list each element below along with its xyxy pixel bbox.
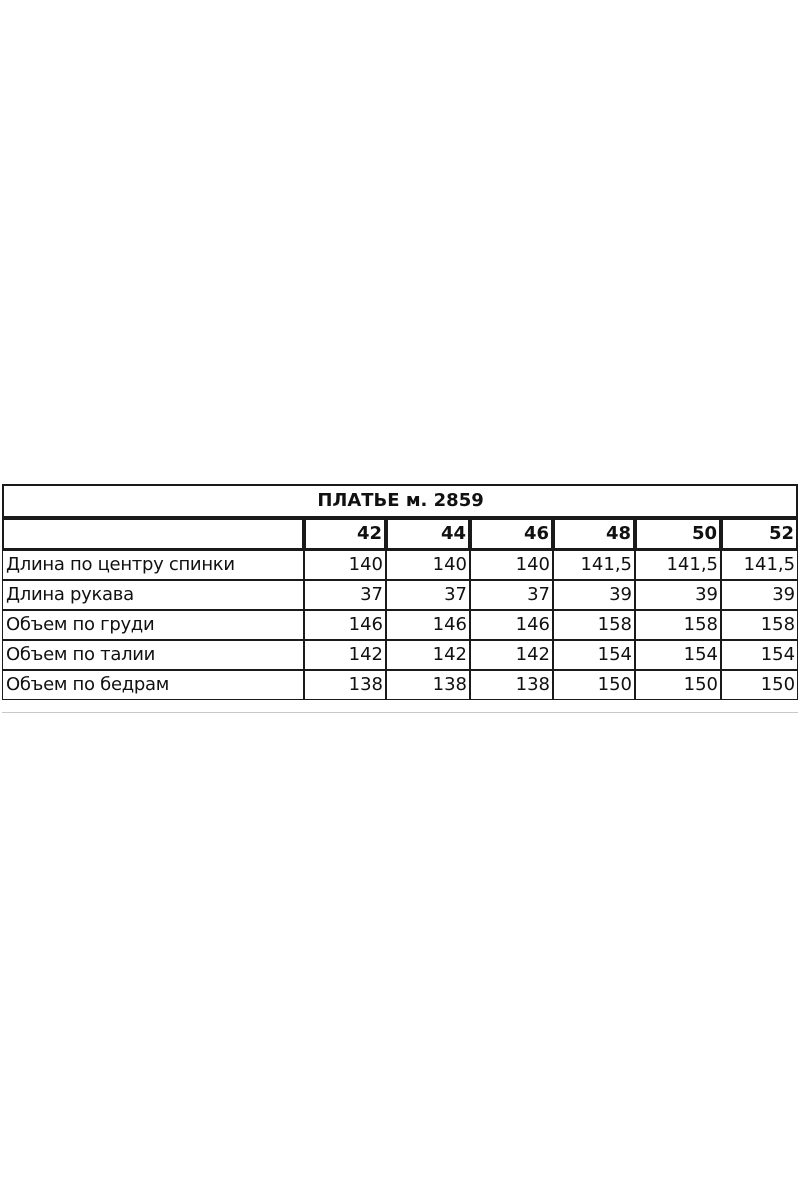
table-cell: 154 — [721, 640, 798, 670]
table-cell: 140 — [304, 550, 386, 580]
table-cell: 39 — [721, 580, 798, 610]
table-cell: 140 — [386, 550, 470, 580]
size-header-cell: 44 — [386, 518, 470, 550]
row-label: Длина по центру спинки — [2, 550, 304, 580]
title-row — [2, 484, 798, 518]
table-cell: 150 — [721, 670, 798, 700]
table-bottom-divider — [2, 712, 798, 713]
row-label: Объем по груди — [2, 610, 304, 640]
table-cell: 142 — [304, 640, 386, 670]
size-header-cell: 50 — [635, 518, 721, 550]
table-cell: 154 — [635, 640, 721, 670]
size-header-cell: 52 — [721, 518, 798, 550]
table-cell: 146 — [386, 610, 470, 640]
size-chart — [0, 484, 800, 716]
table-cell: 39 — [635, 580, 721, 610]
table-cell: 141,5 — [553, 550, 635, 580]
table-cell: 146 — [304, 610, 386, 640]
header-corner-cell — [2, 518, 304, 550]
table-cell: 150 — [553, 670, 635, 700]
table-row — [2, 550, 798, 580]
table-row — [2, 580, 798, 610]
size-header-cell: 46 — [470, 518, 553, 550]
table-title: ПЛАТЬЕ м. 2859 — [2, 484, 798, 518]
table-cell: 158 — [553, 610, 635, 640]
table-cell: 140 — [470, 550, 553, 580]
table-cell: 37 — [386, 580, 470, 610]
size-header-cell: 42 — [304, 518, 386, 550]
size-header-row — [2, 518, 798, 550]
table-cell: 141,5 — [721, 550, 798, 580]
table-row — [2, 670, 798, 700]
table-cell: 146 — [470, 610, 553, 640]
table-cell: 141,5 — [635, 550, 721, 580]
table-row — [2, 610, 798, 640]
row-label: Объем по талии — [2, 640, 304, 670]
size-table — [2, 484, 798, 700]
table-cell: 154 — [553, 640, 635, 670]
row-label: Объем по бедрам — [2, 670, 304, 700]
size-header-cell: 48 — [553, 518, 635, 550]
table-cell: 158 — [635, 610, 721, 640]
table-row — [2, 640, 798, 670]
table-cell: 138 — [386, 670, 470, 700]
table-cell: 150 — [635, 670, 721, 700]
table-cell: 142 — [470, 640, 553, 670]
table-cell: 138 — [304, 670, 386, 700]
table-cell: 138 — [470, 670, 553, 700]
table-cell: 142 — [386, 640, 470, 670]
table-cell: 39 — [553, 580, 635, 610]
table-cell: 158 — [721, 610, 798, 640]
table-cell: 37 — [304, 580, 386, 610]
row-label: Длина рукава — [2, 580, 304, 610]
table-cell: 37 — [470, 580, 553, 610]
